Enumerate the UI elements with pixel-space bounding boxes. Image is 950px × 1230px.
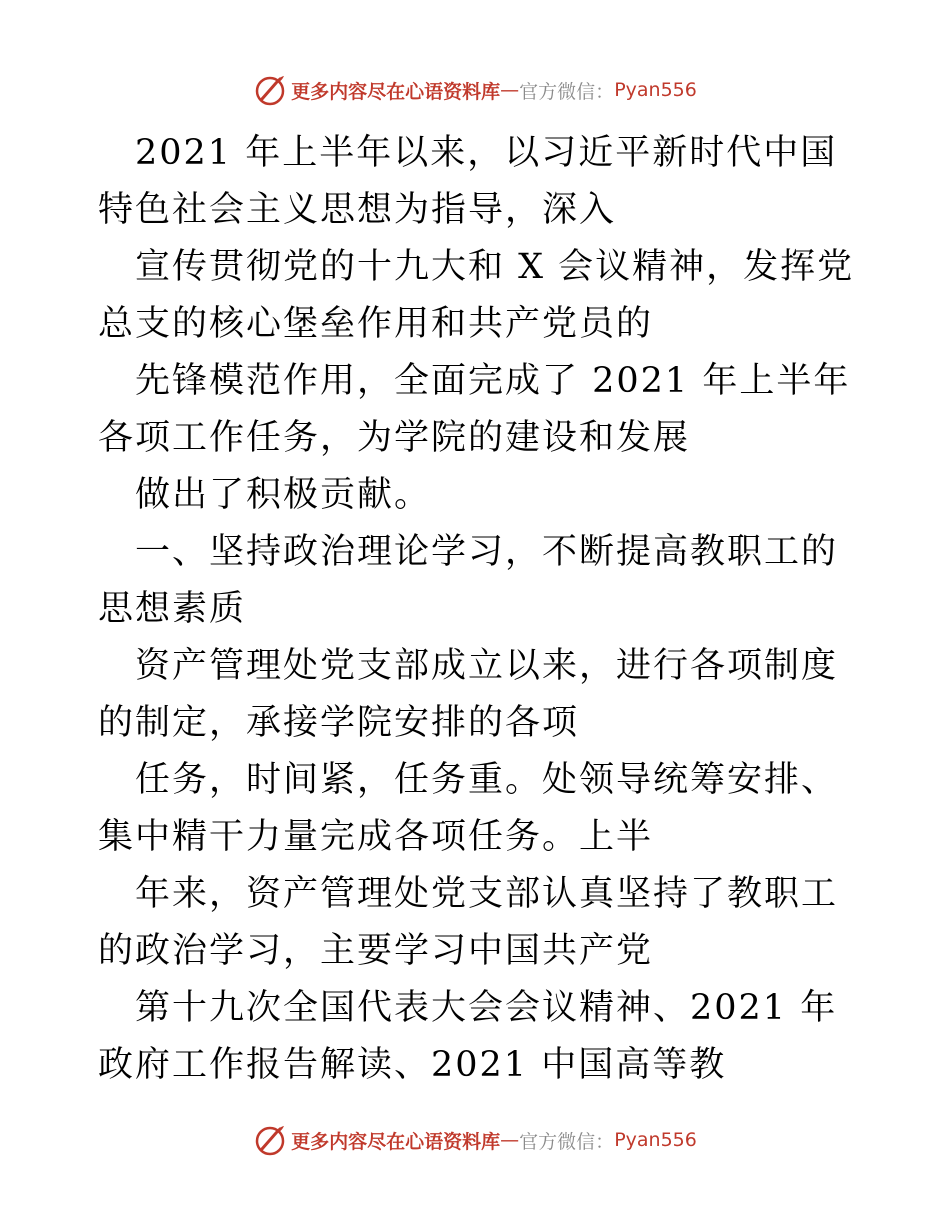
watermark-wechat-label: 官方微信： (519, 80, 615, 103)
watermark-dash: — (500, 1129, 520, 1151)
paragraph-4: 做出了积极贡献。 (135, 475, 432, 515)
document-body (98, 125, 858, 1094)
watermark-wechat-id: Pyan556 (614, 1129, 697, 1151)
paragraph-2: 宣传贯彻党的十九大和 X 会议精神，发挥党总支的核心堡垒作用和共产党员的 (98, 247, 855, 344)
paragraph-6: 任务，时间紧，任务重。处领导统筹安排、集中精干力量完成各项任务。上半 (98, 760, 839, 857)
watermark-main-text: 更多内容尽在心语资料库 (291, 1130, 501, 1153)
quill-logo-icon (253, 1123, 287, 1157)
quill-logo-icon (253, 73, 287, 107)
paragraph-7: 年来，资产管理处党支部认真坚持了教职工的政治学习，主要学习中国共产党 (98, 874, 839, 971)
watermark-main-text: 更多内容尽在心语资料库 (291, 80, 501, 103)
watermark-dash: — (500, 79, 520, 101)
watermark-wechat-label: 官方微信： (519, 1130, 615, 1153)
header-watermark (0, 70, 950, 110)
watermark-wechat-id: Pyan556 (614, 79, 697, 101)
paragraph-8: 第十九次全国代表大会会议精神、2021 年政府工作报告解读、2021 中国高等教 (98, 988, 838, 1085)
paragraph-3: 先锋模范作用，全面完成了 2021 年上半年各项工作任务，为学院的建设和发展 (98, 361, 851, 458)
paragraph-1: 2021 年上半年以来，以习近平新时代中国特色社会主义思想为指导，深入 (98, 133, 838, 230)
section-heading-1: 一、坚持政治理论学习，不断提高教职工的思想素质 (98, 532, 839, 629)
paragraph-5: 资产管理处党支部成立以来，进行各项制度的制定，承接学院安排的各项 (98, 646, 839, 743)
footer-watermark (0, 1120, 950, 1160)
